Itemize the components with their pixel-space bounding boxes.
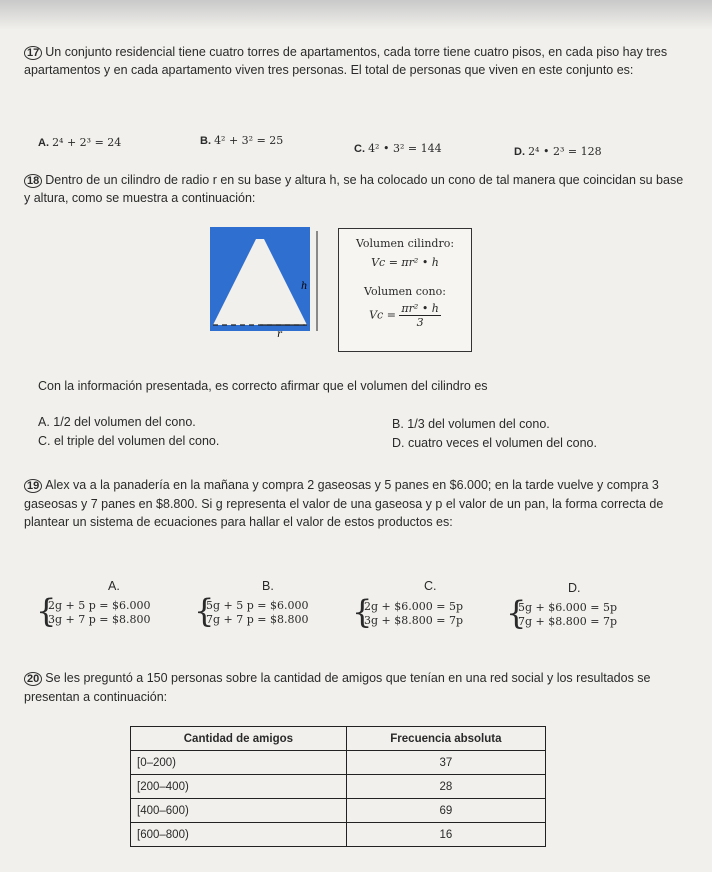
question-text: Se les preguntó a 150 personas sobre la cantidad de amigos que tenían en una red social y los resultados se presentan a continuación:: [24, 671, 651, 704]
q17-option-c[interactable]: [354, 142, 442, 155]
option-letter: D.: [514, 146, 525, 158]
question-text: Alex va a la panadería en la mañana y compra 2 gaseosas y 5 panes en $6.000; en la tarde vuelve y compra 3 gaseosas y 7 panes en $8.800. Si g representa el valor de una gaseosa y p el valor de un pan, la forma correcta de plantear un sistema de ecuaciones para hallar el valor de estos productos es:: [24, 478, 664, 529]
cone-formula-lhs: Vc =: [369, 308, 396, 322]
option-letter: C.: [38, 434, 51, 448]
table-header: Frecuencia absoluta: [346, 727, 545, 751]
option-letter: B.: [200, 135, 211, 147]
equation-1: 2g + 5 p = $6.000: [48, 599, 151, 612]
question-text: Un conjunto residencial tiene cuatro torres de apartamentos, cada torre tiene cuatro pisos, en cada piso hay tres apartamentos y en cada apartamento viven tres personas. El total de personas que viven en este conjunto es:: [24, 45, 668, 77]
cone-volume-title: Volumen cono:: [364, 285, 446, 298]
table-cell: 69: [346, 799, 545, 823]
q18-option-c[interactable]: [38, 433, 219, 450]
system-brace: {: [36, 592, 57, 630]
option-text: 4² • 3² = 144: [368, 142, 442, 155]
fraction-denominator: 3: [416, 316, 424, 329]
q19-option-d[interactable]: [506, 594, 617, 632]
system-brace: {: [506, 594, 527, 632]
table-row: [131, 823, 546, 847]
q19-option-c-letter: C.: [424, 579, 437, 593]
q19-option-c[interactable]: [352, 593, 463, 631]
equation-1: 2g + $6.000 = 5p: [364, 600, 463, 613]
cone-formula-fraction: [399, 302, 440, 329]
table-row: [131, 751, 546, 775]
option-letter: C.: [354, 143, 365, 155]
question-number: 19: [24, 479, 42, 493]
table-header: Cantidad de amigos: [131, 727, 347, 751]
q18-question-stem: Con la información presentada, es correcto afirmar que el volumen del cilindro es: [38, 379, 488, 393]
q18-option-d[interactable]: [392, 435, 597, 452]
cylinder-top-ellipse: [210, 227, 310, 239]
cylinder-volume-formula: Vc = πr² • h: [371, 256, 439, 269]
question-20: [24, 669, 688, 706]
table-cell: 28: [346, 775, 545, 799]
question-number: 18: [24, 174, 42, 188]
table-cell: [400–600): [131, 799, 347, 823]
option-text: 2⁴ • 2³ = 128: [528, 145, 602, 158]
q19-option-a-letter: A.: [108, 579, 120, 593]
q19-option-b[interactable]: [194, 592, 309, 630]
table-cell: 37: [346, 751, 545, 775]
question-17: [24, 44, 684, 79]
cone-volume-formula: [339, 302, 471, 329]
system-brace: {: [352, 593, 373, 631]
equation-1: 5g + 5 p = $6.000: [206, 599, 309, 612]
cylinder-volume-title: Volumen cilindro:: [355, 237, 455, 250]
table-row: [131, 775, 546, 799]
table-cell: [600–800): [131, 823, 347, 847]
height-label: h: [301, 281, 308, 292]
q17-option-d[interactable]: [514, 145, 602, 158]
option-text: el triple del volumen del cono.: [53, 434, 220, 448]
option-letter: D.: [392, 436, 405, 450]
equation-2: 7g + 7 p = $8.800: [206, 613, 309, 626]
option-text: cuatro veces el volumen del cono.: [407, 436, 597, 450]
fraction-numerator: πr² • h: [401, 302, 439, 315]
equation-2: 3g + $8.800 = 7p: [364, 614, 463, 627]
radius-label: r: [277, 329, 282, 340]
q18-option-a[interactable]: [38, 414, 196, 431]
option-letter: B.: [392, 417, 404, 431]
system-brace: {: [194, 592, 215, 630]
equation-2: 7g + $8.800 = 7p: [518, 615, 617, 628]
q19-option-a[interactable]: [36, 592, 151, 630]
table-cell: 16: [346, 823, 545, 847]
q17-option-a[interactable]: [38, 136, 121, 149]
option-text: 1/3 del volumen del cono.: [407, 417, 550, 431]
question-text: Dentro de un cilindro de radio r en su base y altura h, se ha colocado un cono de tal manera que coincidan su base y altura, como se muestra a continuación:: [24, 173, 684, 205]
page-top-shadow: [0, 0, 712, 30]
table-header-row: [131, 727, 546, 751]
option-text: 4² + 3² = 25: [214, 134, 284, 147]
question-19: [24, 476, 688, 531]
friends-frequency-table: [130, 726, 546, 847]
q18-option-b[interactable]: [392, 416, 550, 433]
q19-option-b-letter: B.: [262, 579, 274, 593]
q17-option-b[interactable]: [200, 134, 283, 147]
q19-option-d-letter: D.: [568, 581, 581, 595]
cylinder-cone-figure: [205, 225, 325, 343]
question-number: 17: [24, 46, 42, 60]
option-letter: A.: [38, 137, 49, 149]
option-letter: A.: [38, 415, 50, 429]
equation-1: 5g + $6.000 = 5p: [518, 601, 617, 614]
table-cell: [0–200): [131, 751, 347, 775]
question-18: [24, 172, 688, 207]
volume-formulas-box: [338, 228, 472, 352]
option-text: 2⁴ + 2³ = 24: [52, 136, 122, 149]
option-text: 1/2 del volumen del cono.: [53, 415, 196, 429]
question-number: 20: [24, 672, 42, 686]
table-row: [131, 799, 546, 823]
equation-2: 3g + 7 p = $8.800: [48, 613, 151, 626]
table-cell: [200–400): [131, 775, 347, 799]
